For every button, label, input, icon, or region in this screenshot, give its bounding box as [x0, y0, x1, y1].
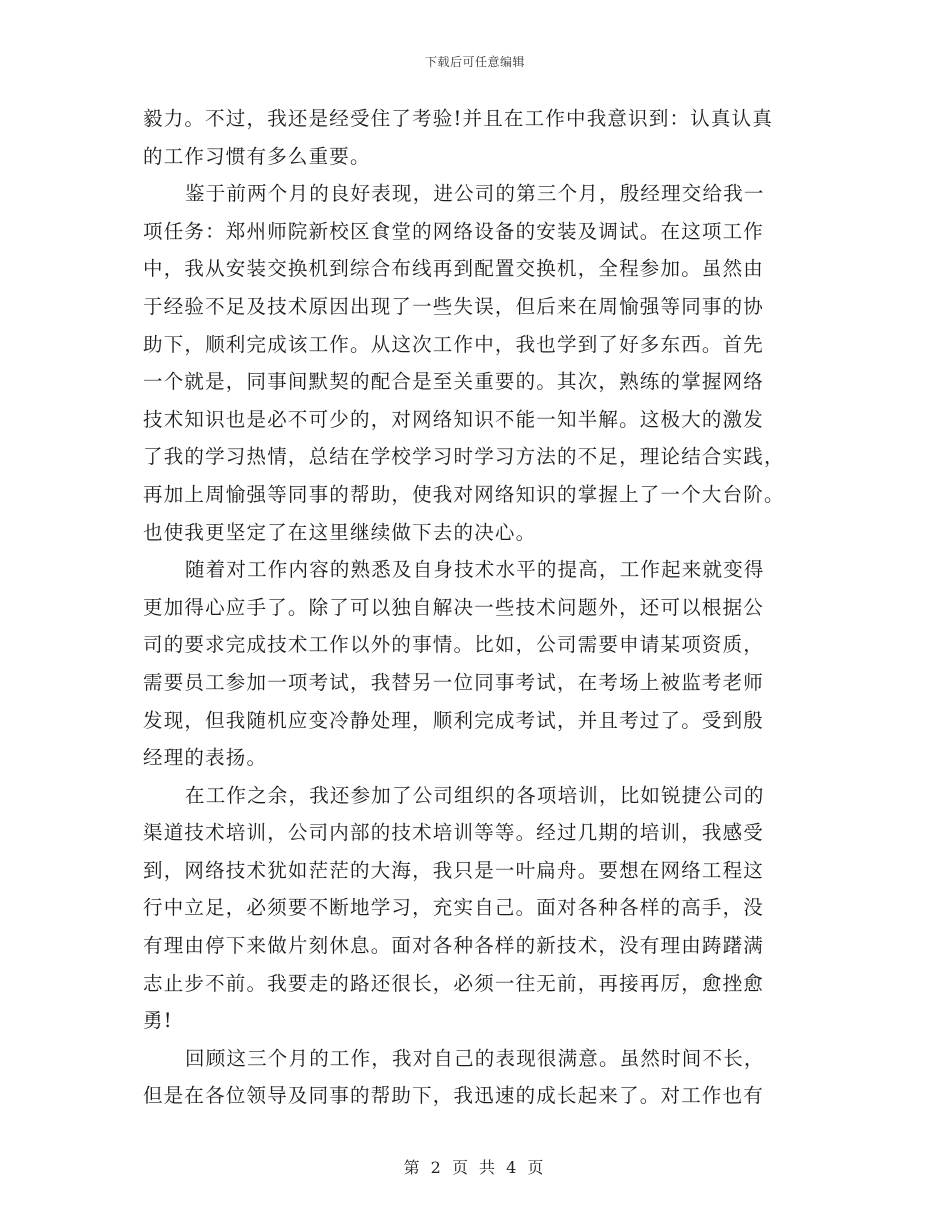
page-footer: 第 2 页 共 4 页 — [403, 1158, 547, 1177]
text-line: 毅力。不过，我还是经受住了考验!并且在工作中我意识到：认真认真 — [143, 107, 774, 130]
text-line: 更加得心应手了。除了可以独自解决一些技术问题外，还可以根据公 — [143, 595, 765, 619]
text-line: 渠道技术培训，公司内部的技术培训等等。经过几期的培训，我感受 — [143, 821, 765, 845]
text-line: 也使我更坚定了在这里继续做下去的决心。 — [143, 520, 537, 544]
text-line: 一个就是，同事间默契的配合是至关重要的。其次，熟练的掌握网络 — [143, 370, 765, 394]
paragraph-start-line: 随着对工作内容的熟悉及自身技术水平的提高，工作起来就变得 — [185, 558, 765, 582]
text-line: 到，网络技术犹如茫茫的大海，我只是一叶扁舟。要想在网络工程这 — [143, 858, 765, 882]
text-line: 于经验不足及技术原因出现了一些失误，但后来在周愉强等同事的协 — [143, 294, 765, 318]
text-line: 志止步不前。我要走的路还很长，必须一往无前，再接再厉，愈挫愈 — [143, 971, 765, 995]
text-line: 司的要求完成技术工作以外的事情。比如，公司需要申请某项资质， — [143, 633, 765, 657]
text-line: 但是在各位领导及同事的帮助下，我迅速的成长起来了。对工作也有 — [143, 1084, 765, 1108]
document-body — [143, 100, 803, 1115]
text-line: 中，我从安装交换机到综合布线再到配置交换机，全程参加。虽然由 — [143, 257, 765, 281]
text-line: 了我的学习热情，总结在学校学习时学习方法的不足，理论结合实践， — [143, 445, 785, 469]
paragraph-start-line: 在工作之余，我还参加了公司组织的各项培训，比如锐捷公司的 — [185, 783, 765, 807]
text-line: 勇! — [143, 1009, 173, 1033]
paragraph-start-line: 回顾这三个月的工作，我对自己的表现很满意。虽然时间不长， — [185, 1046, 765, 1070]
page-header: 下载后可任意编辑 — [424, 55, 525, 69]
text-line: 需要员工参加一项考试，我替另一位同事考试，在考场上被监考老师 — [143, 670, 765, 694]
text-line: 行中立足，必须要不断地学习，充实自己。面对各种各样的高手，没 — [143, 896, 765, 920]
text-line: 技术知识也是必不可少的，对网络知识不能一知半解。这极大的激发 — [143, 407, 765, 431]
paragraph-start-line: 鉴于前两个月的良好表现，进公司的第三个月，殷经理交给我一 — [185, 182, 765, 206]
text-line: 再加上周愉强等同事的帮助，使我对网络知识的掌握上了一个大台阶。 — [143, 482, 785, 506]
text-line: 项任务：郑州师院新校区食堂的网络设备的安装及调试。在这项工作 — [143, 219, 765, 243]
text-line: 经理的表扬。 — [143, 746, 268, 770]
text-line: 助下，顺利完成该工作。从这次工作中，我也学到了好多东西。首先 — [143, 332, 765, 356]
text-line: 有理由停下来做片刻休息。面对各种各样的新技术，没有理由踌躇满 — [143, 934, 765, 958]
text-line: 的工作习惯有多么重要。 — [143, 144, 371, 168]
text-line: 发现，但我随机应变冷静处理，顺利完成考试，并且考过了。受到殷 — [143, 708, 765, 732]
